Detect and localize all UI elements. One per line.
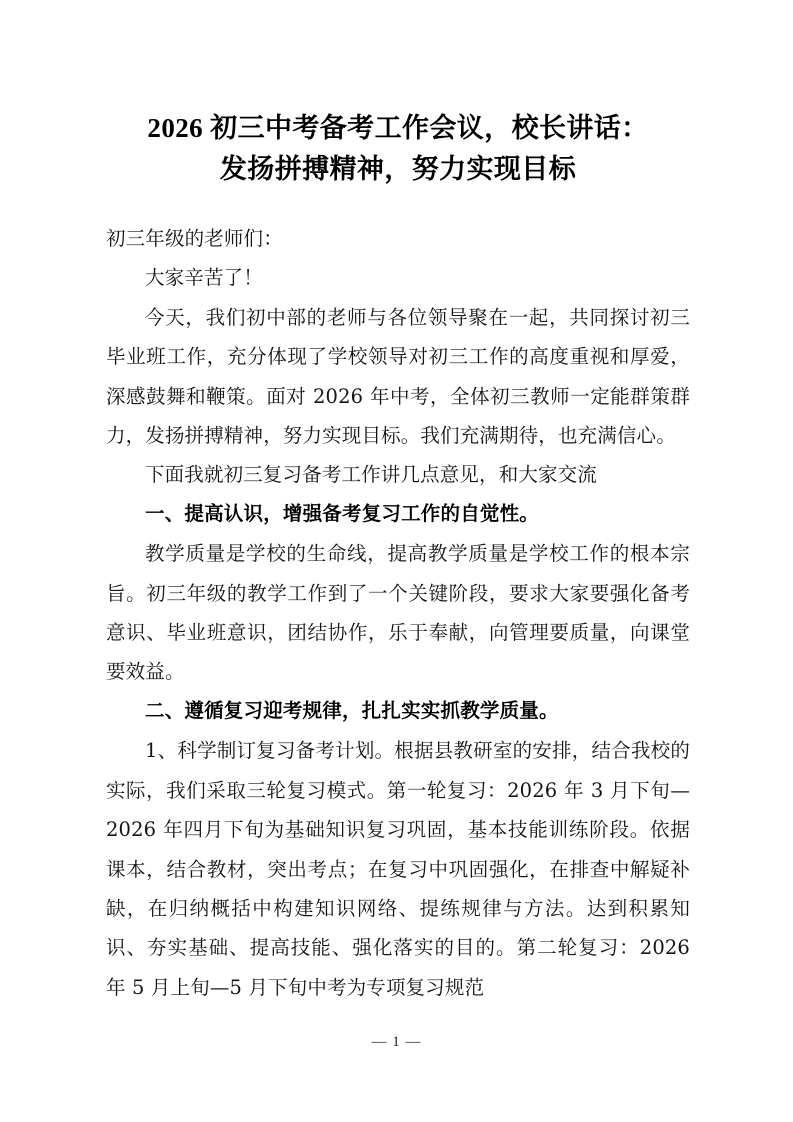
section-heading-two: 二、遵循复习迎考规律，扎扎实实抓教学质量。 [145, 699, 559, 722]
section-heading-one: 一、提高认识，增强备考复习工作的自觉性。 [145, 502, 540, 525]
section-two-body: 1、科学制订复习备考计划。根据县教研室的安排，结合我校的实际，我们采取三轮复习模式。第一轮复习：2026 年 3 月下旬—2026 年四月下旬为基础知识复习巩固，基本技能训练阶段。依据课本，结合教材，突出考点；在复习中巩固强化，在排查中解疑补缺，在归纳概括中构建知识网络、提练规律与方法。达到积累知识、夯实基础、提高技能、强化落实的目的。第二轮复习：2026 年 5 月上旬—5 月下旬中考为专项复习规范 [106, 739, 690, 999]
page-title [106, 0, 690, 190]
greeting: 大家辛苦了！ [145, 266, 263, 290]
salutation: 初三年级的老师们： [106, 227, 283, 250]
document-body [106, 219, 690, 1007]
title-line-2: 发扬拼搏精神，努力实现目标 [219, 154, 577, 184]
page-number-footer: — 1 — [371, 1034, 422, 1050]
paragraph-transition: 下面我就初三复习备考工作讲几点意见，和大家交流 [145, 463, 597, 487]
section-one-body: 教学质量是学校的生命线，提高教学质量是学校工作的根本宗旨。初三年级的教学工作到了一个关键阶段，要求大家要强化备考意识、毕业班意识，团结协作，乐于奉献，向管理要质量，向课堂要效益。 [106, 542, 690, 684]
paragraph-opening: 今天，我们初中部的老师与各位领导聚在一起，共同探讨初三毕业班工作，充分体现了学校领导对初三工作的高度重视和厚爱，深感鼓舞和鞭策。面对 2026 年中考，全体初三教师一定能群策群力，发扬拼搏精神，努力实现目标。我们充满期待，也充满信心。 [106, 305, 690, 448]
title-line-1: 2026 初三中考备考工作会议，校长讲话： [147, 113, 649, 143]
page-content [106, 0, 690, 1007]
